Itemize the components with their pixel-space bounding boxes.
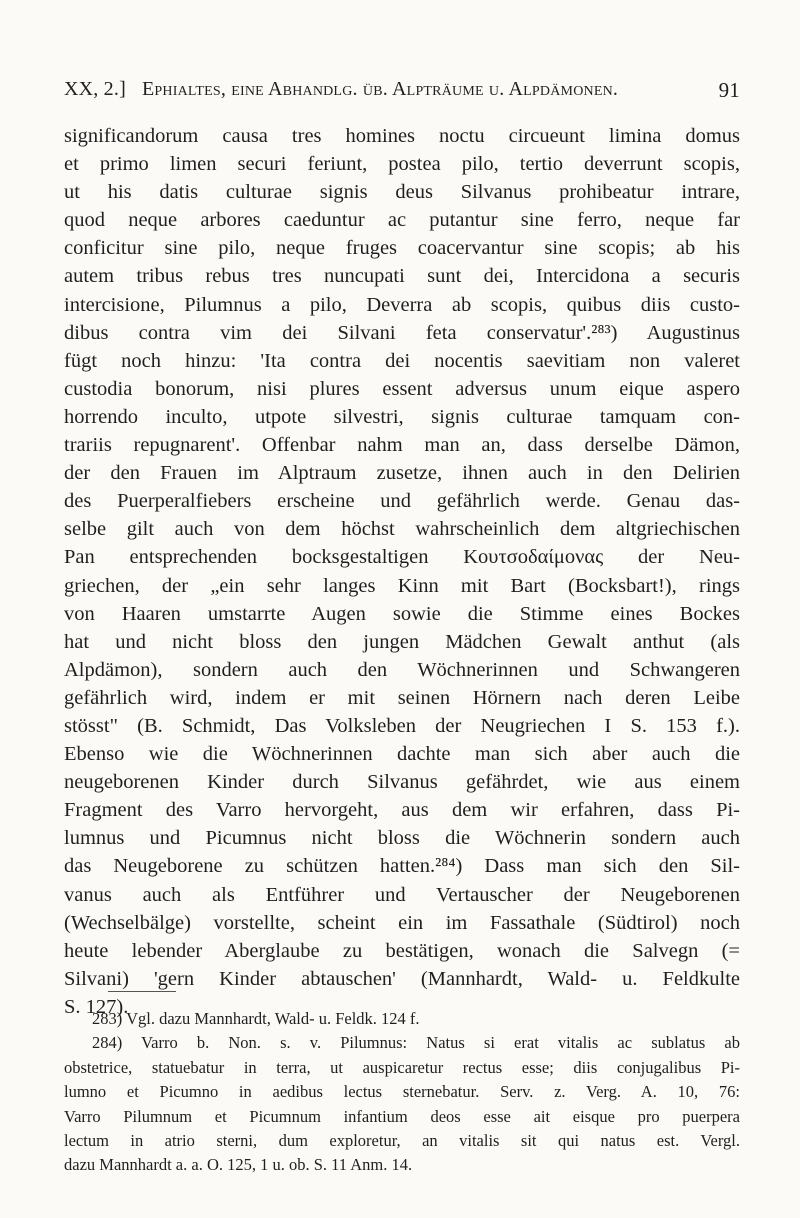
text-line: custodia bonorum, nisi plures essent adversus unum eique aspero [64, 377, 740, 400]
text-line: vanus auch als Entführer und Vertauscher der Neugeborenen [64, 883, 740, 906]
text-line: von Haaren umstarrte Augen sowie die Stimme eines Bockes [64, 602, 740, 625]
main-text [64, 122, 740, 1021]
footnote-divider [108, 991, 176, 992]
text-line: Ebenso wie die Wöchnerinnen dachte man sich aber auch die [64, 743, 740, 766]
footnotes [64, 1007, 740, 1178]
text-line: des Puerperalfiebers erscheine und gefährlich werde. Genau das- [64, 490, 740, 513]
text-line: griechen, der „ein sehr langes Kinn mit Bart (Bocksbart!), rings [64, 574, 740, 597]
text-line: ut his datis culturae signis deus Silvanus prohibeatur intrare, [64, 181, 740, 204]
text-line: quod neque arbores caeduntur ac putantur sine ferro, neque far [64, 209, 740, 232]
text-line: conficitur sine pilo, neque fruges coacervantur sine scopis; ab his [64, 237, 740, 260]
text-line: das Neugeborene zu schützen hatten.²⁸⁴) Dass man sich den Sil- [64, 855, 740, 878]
text-line: heute lebender Aberglaube zu bestätigen, wonach die Salvegn (= [64, 939, 740, 962]
text-line: autem tribus rebus tres nuncupati sunt dei, Intercidona a securis [64, 265, 740, 288]
footnote-line: 283) Vgl. dazu Mannhardt, Wald- u. Feldk. 124 f. [92, 1009, 420, 1028]
text-line: trariis repugnarent'. Offenbar nahm man an, dass derselbe Dämon, [64, 434, 740, 457]
footnote-line: lumno et Picumno in aedibus lectus sternebatur. Serv. z. Verg. A. 10, 76: [64, 1082, 740, 1102]
footnote-line: dazu Mannhardt a. a. O. 125, 1 u. ob. S. 11 Anm. 14. [64, 1155, 413, 1175]
page-number: 91 [718, 78, 740, 102]
text-line: selbe gilt auch von dem höchst wahrscheinlich dem altgriechischen [64, 518, 740, 541]
text-line: Pan entsprechenden bocksgestaltigen Κουτσοδαίμονας der Neu- [64, 546, 740, 569]
footnote-line: Varro Pilumnum et Picumnum infantium deos esse ait eisque pro puerpera [64, 1106, 740, 1126]
running-title: Ephialtes, eine Abhandlg. üb. Alpträume u. Alpdämonen. [142, 78, 619, 100]
text-line: Silvani) 'gern Kinder abtauschen' (Mannhardt, Wald- u. Feldkulte [64, 967, 740, 990]
text-line: lumnus und Picumnus nicht bloss die Wöchnerin sondern auch [64, 827, 740, 850]
text-line: gefährlich wird, indem er mit seinen Hörnern nach deren Leibe [64, 686, 740, 709]
text-line: et primo limen securi feriunt, postea pilo, tertio deverrunt scopis, [64, 153, 740, 176]
chapter-reference: XX, 2.] [64, 78, 126, 100]
footnote-line: 284) Varro b. Non. s. v. Pilumnus: Natus si erat vitalis ac sublatus ab [92, 1033, 740, 1053]
text-line: Alpdämon), sondern auch den Wöchnerinnen und Schwangeren [64, 658, 740, 681]
text-line: stösst" (B. Schmidt, Das Volksleben der Neugriechen I S. 153 f.). [64, 714, 740, 737]
text-line: fügt noch hinzu: 'Ita contra dei nocentis saevitiam non valeret [64, 349, 740, 372]
footnote-line: lectum in atrio sterni, dum exploretur, an vitalis sit qui natus est. Vergl. [64, 1130, 740, 1150]
text-line: significandorum causa tres homines noctu circueunt limina domus [64, 125, 740, 147]
footnote-line: obstetrice, statuebatur in terra, ut auspicaretur rectus esse; diis conjugalibus Pi- [64, 1057, 740, 1077]
text-line: Fragment des Varro hervorgeht, aus dem wir erfahren, dass Pi- [64, 799, 740, 822]
text-line: (Wechselbälge) vorstellte, scheint ein im Fassathale (Südtirol) noch [64, 911, 740, 934]
text-line: intercisione, Pilumnus a pilo, Deverra ab scopis, quibus diis custo- [64, 293, 740, 316]
text-line: dibus contra vim dei Silvani feta conservatur'.²⁸³) Augustinus [64, 321, 740, 344]
text-line: neugeborenen Kinder durch Silvanus gefährdet, wie aus einem [64, 771, 740, 794]
text-line: S. 127). [64, 995, 129, 1018]
text-line: hat und nicht bloss den jungen Mädchen Gewalt anthut (als [64, 630, 740, 653]
text-line: der den Frauen im Alptraum zusetze, ihnen auch in den Delirien [64, 462, 740, 485]
text-line: horrendo inculto, utpote silvestri, signis culturae tamquam con- [64, 405, 740, 428]
